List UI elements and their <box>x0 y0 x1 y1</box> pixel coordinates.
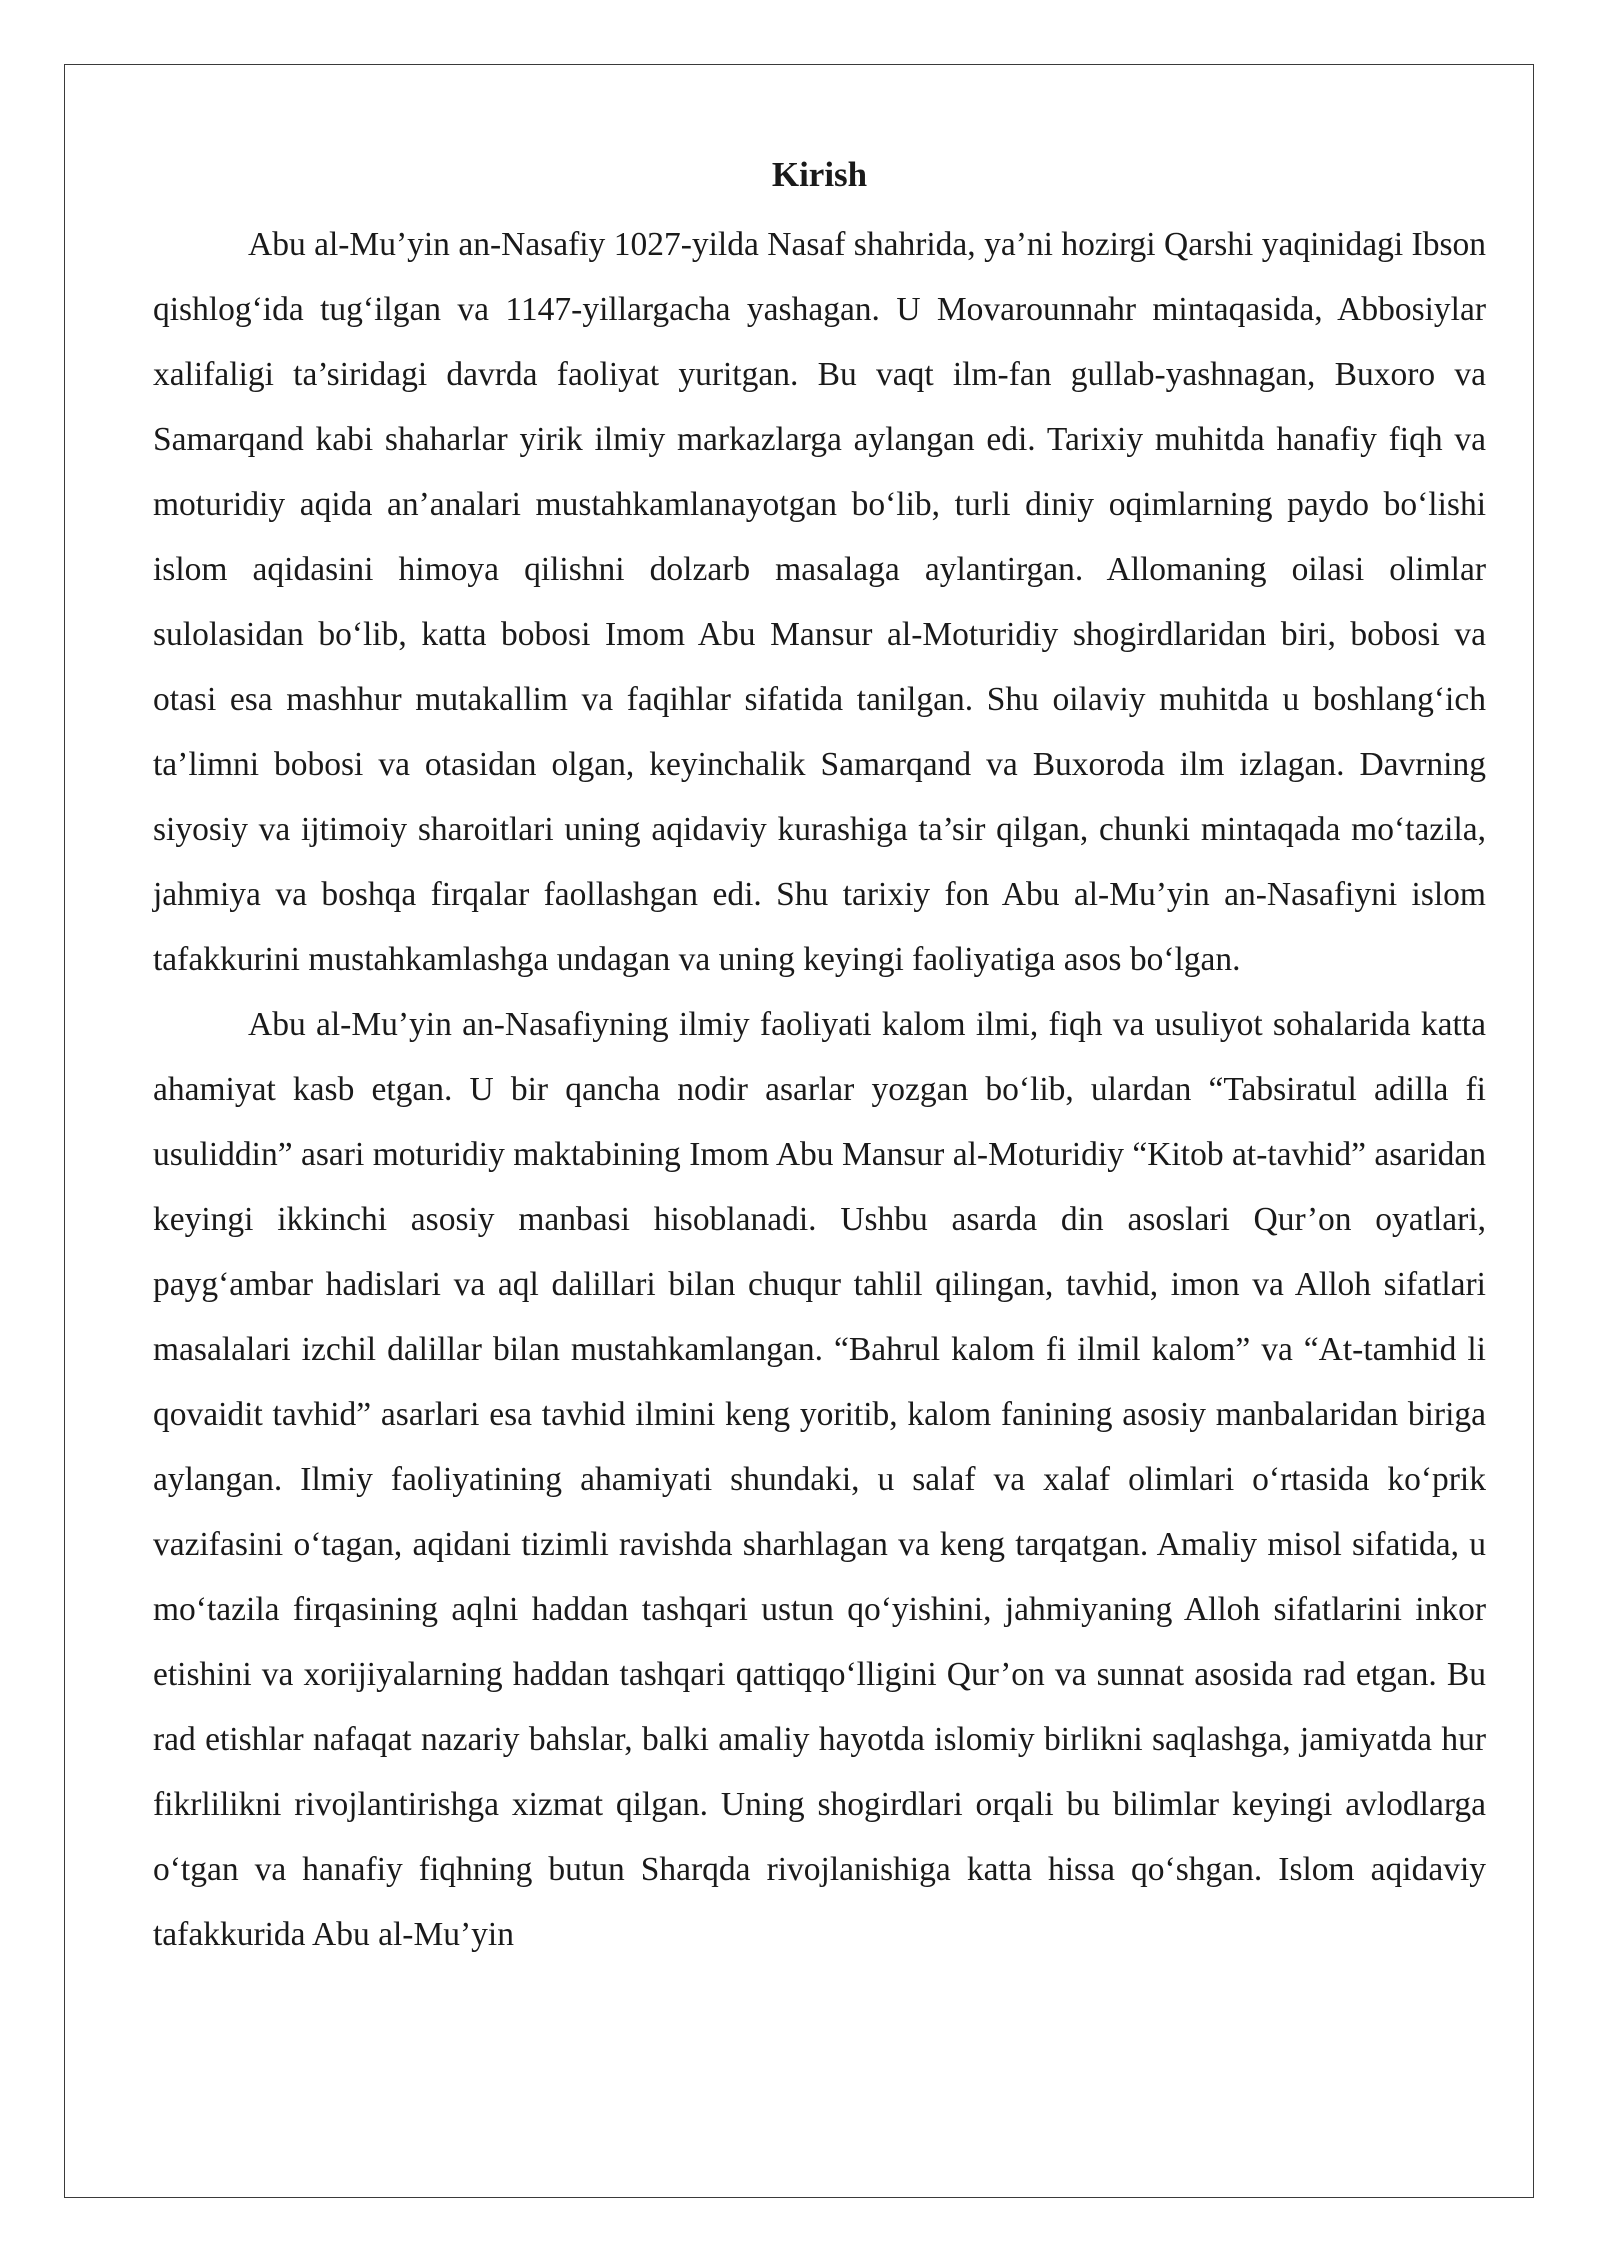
paragraph-2: Abu al-Mu’yin an-Nasafiyning ilmiy faoliyati kalom ilmi, fiqh va usuliyot sohalarida katta ahamiyat kasb etgan. U bir qancha nodir asarlar yozgan bo‘lib, ulardan “Tabsiratul adilla fi usuliddin” asari moturidiy maktabining Imom Abu Mansur al-Moturidiy “Kitob at-tavhid” asaridan keyingi ikkinchi asosiy manbasi hisoblanadi. Ushbu asarda din asoslari Qur’on oyatlari, payg‘ambar hadislari va aql dalillari bilan chuqur tahlil qilingan, tavhid, imon va Alloh sifatlari masalalari izchil dalillar bilan mustahkamlangan. “Bahrul kalom fi ilmil kalom” va “At-tamhid li qovaidit tavhid” asarlari esa tavhid ilmini keng yoritib, kalom fanining asosiy manbalaridan biriga aylangan. Ilmiy faoliyatining ahamiyati shundaki, u salaf va xalaf olimlari o‘rtasida ko‘prik vazifasini o‘tagan, aqidani tizimli ravishda sharhlagan va keng tarqatgan. Amaliy misol sifatida, u mo‘tazila firqasining aqlni haddan tashqari ustun qo‘yishini, jahmiyaning Alloh sifatlarini inkor etishini va xorijiyalarning haddan tashqari qattiqqo‘lligini Qur’on va sunnat asosida rad etgan. Bu rad etishlar nafaqat nazariy bahslar, balki amaliy hayotda islomiy birlikni saqlashga, jamiyatda hur fikrlilikni rivojlantirishga xizmat qilgan. Uning shogirdlari orqali bu bilimlar keyingi avlodlarga o‘tgan va hanafiy fiqhning butun Sharqda rivojlanishiga katta hissa qo‘shgan. Islom aqidaviy tafakkurida Abu al-Mu’yin <box>153 1006 1486 1953</box>
document-title: Kirish <box>771 155 868 194</box>
paragraph-1: Abu al-Mu’yin an-Nasafiy 1027-yilda Nasaf shahrida, ya’ni hozirgi Qarshi yaqinidagi Ibson qishlog‘ida tug‘ilgan va 1147-yillargacha yashagan. U Movarounnahr mintaqasida, Abbosiylar xalifaligi ta’siridagi davrda faoliyat yuritgan. Bu vaqt ilm-fan gullab-yashnagan, Buxoro va Samarqand kabi shaharlar yirik ilmiy markazlarga aylangan edi. Tarixiy muhitda hanafiy fiqh va moturidiy aqida an’analari mustahkamlanayotgan bo‘lib, turli diniy oqimlarning paydo bo‘lishi islom aqidasini himoya qilishni dolzarb masalaga aylantirgan. Allomaning oilasi olimlar sulolasidan bo‘lib, katta bobosi Imom Abu Mansur al-Moturidiy shogirdlaridan biri, bobosi va otasi esa mashhur mutakallim va faqihlar sifatida tanilgan. Shu oilaviy muhitda u boshlang‘ich ta’limni bobosi va otasidan olgan, keyinchalik Samarqand va Buxoroda ilm izlagan. Davrning siyosiy va ijtimoiy sharoitlari uning aqidaviy kurashiga ta’sir qilgan, chunki mintaqada mo‘tazila, jahmiya va boshqa firqalar faollashgan edi. Shu tarixiy fon Abu al-Mu’yin an-Nasafiyni islom tafakkurini mustahkamlashga undagan va uning keyingi faoliyatiga asos bo‘lgan. <box>153 226 1486 978</box>
document-body <box>153 148 1486 1967</box>
